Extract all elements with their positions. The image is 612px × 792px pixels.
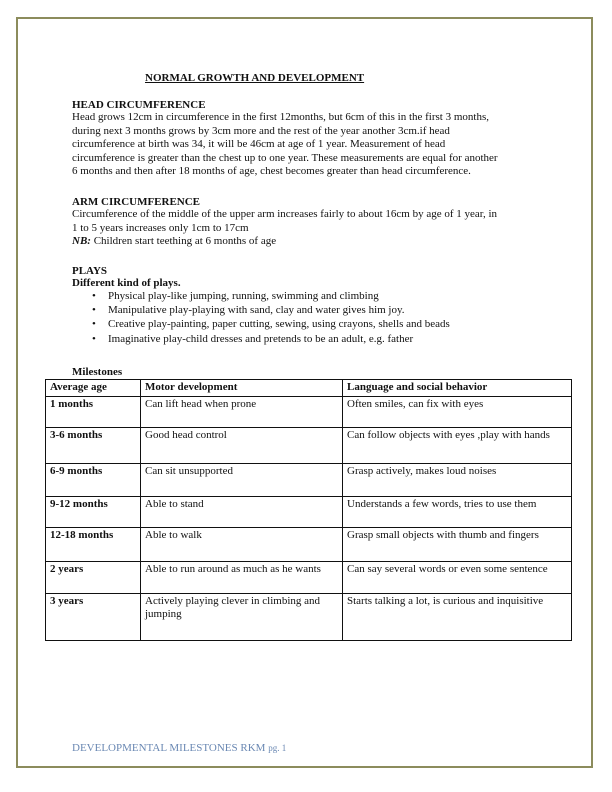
arm-heading: ARM CIRCUMFERENCE	[72, 196, 201, 208]
column-header: Language and social behavior	[343, 380, 572, 397]
table-row	[46, 561, 572, 593]
milestones-table	[45, 379, 572, 641]
language-cell: Can say several words or even some sentence	[343, 561, 572, 593]
text-line: 1 to 5 years increases only 1cm to 17cm	[72, 221, 249, 234]
age-cell: 9-12 months	[46, 496, 141, 527]
milestones-heading: Milestones	[72, 366, 123, 378]
age-cell: 2 years	[46, 561, 141, 593]
motor-cell: Can sit unsupported	[141, 463, 343, 496]
list-item: • Creative play-painting, paper cutting, sewing, using crayons, shells and beads	[108, 317, 450, 331]
text-line: circumference is greater than the chest up to one year. These measurements are equal for another	[72, 151, 498, 164]
page-footer	[72, 742, 286, 754]
nb-line	[72, 235, 552, 249]
plays-list	[72, 289, 450, 346]
table-row	[46, 463, 572, 496]
nb-text: Children start teething at 6 months of age	[90, 235, 277, 248]
language-cell: Grasp actively, makes loud noises	[343, 463, 572, 496]
document-title: NORMAL GROWTH AND DEVELOPMENT	[145, 72, 365, 84]
language-cell: Grasp small objects with thumb and fingers	[343, 527, 572, 561]
table-row	[46, 496, 572, 527]
language-cell: Often smiles, can fix with eyes	[343, 396, 572, 427]
table-row	[46, 427, 572, 463]
motor-cell: Able to run around as much as he wants	[141, 561, 343, 593]
column-header: Average age	[46, 380, 141, 397]
text-line: 6 months and then after 18 months of age, chest becomes greater than head circumference.	[72, 165, 471, 178]
column-header: Motor development	[141, 380, 343, 397]
table-row	[46, 396, 572, 427]
table-row	[46, 593, 572, 640]
table-header-row	[46, 380, 572, 397]
list-item: • Manipulative play-playing with sand, clay and water gives him joy.	[108, 303, 450, 317]
motor-cell: Good head control	[141, 427, 343, 463]
motor-cell: Able to walk	[141, 527, 343, 561]
language-cell: Can follow objects with eyes ,play with hands	[343, 427, 572, 463]
motor-cell: Actively playing clever in climbing and jumping	[141, 593, 343, 640]
age-cell: 3 years	[46, 593, 141, 640]
age-cell: 6-9 months	[46, 463, 141, 496]
age-cell: 1 months	[46, 396, 141, 427]
age-cell: 12-18 months	[46, 527, 141, 561]
text-line: Circumference of the middle of the upper arm increases fairly to about 16cm by age of 1 year, in	[72, 208, 498, 220]
age-cell: 3-6 months	[46, 427, 141, 463]
head-paragraph	[72, 111, 552, 179]
head-circumference-section	[72, 99, 552, 179]
head-heading: HEAD CIRCUMFERENCE	[72, 99, 206, 111]
list-item: • Physical play-like jumping, running, swimming and climbing	[108, 289, 450, 303]
table-row	[46, 527, 572, 561]
nb-label: NB:	[72, 235, 91, 248]
text-line: during next 3 months grows by 3cm more and the rest of the year another 3cm.if head	[72, 124, 450, 137]
list-item: • Imaginative play-child dresses and pretends to be an adult, e.g. father	[108, 332, 450, 346]
language-cell: Understands a few words, tries to use them	[343, 496, 572, 527]
footer-text: DEVELOPMENTAL MILESTONES RKM	[72, 742, 269, 754]
language-cell: Starts talking a lot, is curious and inquisitive	[343, 593, 572, 640]
plays-subheading: Different kind of plays.	[72, 277, 181, 289]
arm-circumference-section	[72, 196, 552, 249]
page-number: pg. 1	[268, 743, 287, 753]
motor-cell: Able to stand	[141, 496, 343, 527]
arm-paragraph	[72, 208, 552, 249]
text-line: circumference at birth was 34, it will be 46cm at age of 1 year. Measurement of head	[72, 138, 446, 151]
plays-section	[72, 265, 450, 346]
motor-cell: Can lift head when prone	[141, 396, 343, 427]
plays-heading: PLAYS	[72, 265, 108, 277]
text-line: Head grows 12cm in circumference in the first 12months, but 6cm of this in the first 3 months,	[72, 111, 490, 123]
